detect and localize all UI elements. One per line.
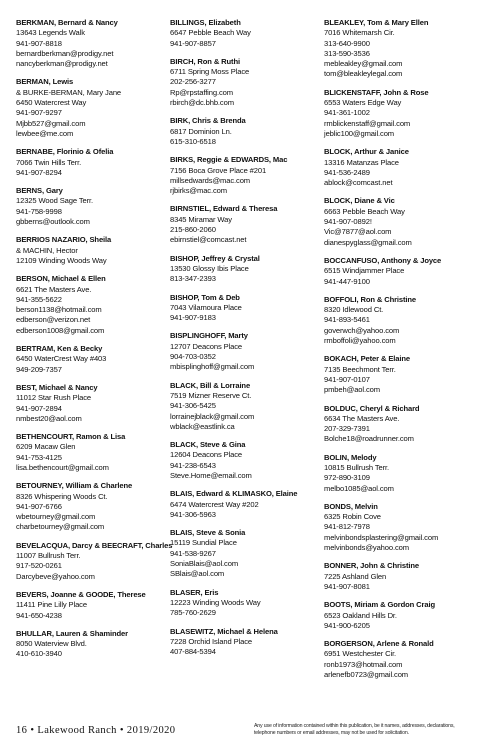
contact-line: 941-907-0892! [324, 217, 372, 227]
resident-name: BERSON, Michael & Ellen [16, 274, 106, 284]
directory-entry [16, 383, 162, 424]
contact-line: edberson@verizon.net [16, 315, 91, 325]
contact-line: 941-306-5425 [170, 401, 216, 411]
resident-name: BOLDUC, Cheryl & Richard [324, 403, 420, 413]
contact-line: 7043 Vilamoura Place [170, 302, 242, 312]
contact-line: 6523 Oakland Hills Dr. [324, 610, 397, 620]
contact-line: mebleakley@gmail.com [324, 59, 403, 69]
contact-line: 12223 Winding Woods Way [170, 597, 261, 607]
contact-line: 941-893-5461 [324, 315, 370, 325]
directory-entry [170, 57, 316, 108]
directory-column-1 [16, 18, 173, 688]
contact-line: 13643 Legends Walk [16, 28, 85, 38]
contact-line: 6951 Westchester Cir. [324, 649, 397, 659]
contact-line: 615-310-6518 [170, 136, 216, 146]
directory-entry [170, 293, 316, 324]
resident-name: BLASEWITZ, Michael & Helena [170, 626, 278, 636]
contact-line: Steve.Home@email.com [170, 470, 252, 480]
contact-line: mbisplinghoff@gmail.com [170, 362, 255, 372]
resident-name: BIRNSTIEL, Edward & Theresa [170, 204, 278, 214]
contact-line: ablock@comcast.net [324, 178, 393, 188]
contact-line: & MACHIN, Hector [16, 245, 78, 255]
contact-line: 7225 Ashland Glen [324, 571, 387, 581]
directory-page [16, 18, 471, 708]
directory-entry [324, 196, 470, 247]
contact-line: 202-256-3277 [170, 77, 216, 87]
contact-line: 941-238-6543 [170, 460, 216, 470]
contact-line: ronb1973@hotmail.com [324, 659, 403, 669]
contact-line: 785-760-2629 [170, 608, 216, 618]
contact-line: 941-907-9183 [170, 313, 216, 323]
contact-line: 11012 Star Rush Place [16, 393, 92, 403]
contact-line: pmbeh@aol.com [324, 385, 380, 395]
contact-line: 13530 Glossy Ibis Place [170, 263, 249, 273]
directory-entry [170, 440, 316, 481]
contact-line: 6450 Watercrest Way [16, 98, 87, 108]
directory-entry [170, 204, 316, 245]
contact-line: arlenefb0723@gmail.com [324, 670, 409, 680]
contact-line: dianespyglass@gmail.com [324, 237, 412, 247]
contact-line: 8050 Waterview Blvd. [16, 639, 87, 649]
contact-line: 941-812-7978 [324, 522, 370, 532]
contact-line: 941-907-2894 [16, 403, 62, 413]
contact-line: edberson1008@gmail.com [16, 325, 105, 335]
directory-entry [16, 274, 162, 336]
contact-line: 7016 Whitemarsh Cir. [324, 28, 395, 38]
contact-line: 904-703-0352 [170, 352, 216, 362]
contact-line: 6450 WaterCrest Way #403 [16, 354, 107, 364]
contact-line: 941-907-8294 [16, 167, 62, 177]
contact-line: wblack@eastlink.ca [170, 421, 235, 431]
resident-name: BISHOP, Tom & Deb [170, 292, 240, 302]
contact-line: 8326 Whispering Woods Ct. [16, 491, 108, 501]
contact-line: gbberns@outlook.com [16, 217, 90, 227]
contact-line: 941-907-8857 [170, 38, 216, 48]
directory-entry [170, 489, 316, 520]
directory-entry [324, 502, 470, 553]
solicitation-disclaimer: Any use of information contained within this publication, be it names, addresses, declarations, telephone numbers or email addresses, may not be used for solicitation. [254, 723, 455, 737]
contact-line: Mjbb527@gmail.com [16, 118, 86, 128]
directory-columns [16, 18, 471, 688]
contact-line: nancyberkman@prodigy.net [16, 59, 108, 69]
resident-name: BONDS, Melvin [324, 501, 378, 511]
contact-line: lisa.bethencourt@gmail.com [16, 462, 109, 472]
resident-name: BLICKENSTAFF, John & Rose [324, 87, 429, 97]
contact-line: Vic@7877@aol.com [324, 227, 392, 237]
resident-name: BHULLAR, Lauren & Shaminder [16, 628, 128, 638]
contact-line: 941-536-2489 [324, 167, 370, 177]
contact-line: Bolche18@roadrunner.com [324, 434, 414, 444]
resident-name: BIRKS, Reggie & EDWARDS, Mac [170, 155, 288, 165]
directory-entry [170, 116, 316, 147]
contact-line: melvinbondsplastering@gmail.com [324, 532, 439, 542]
contact-line: Darcybeve@yahoo.com [16, 571, 95, 581]
resident-name: BLACK, Steve & Gina [170, 440, 246, 450]
contact-line: 941-361-1002 [324, 108, 370, 118]
contact-line: 6474 Watercrest Way #202 [170, 499, 259, 509]
contact-line: 8320 Idlewood Ct. [324, 305, 384, 315]
contact-line: lorrainejblack@gmail.com [170, 411, 255, 421]
directory-entry [170, 155, 316, 196]
resident-name: BERNABE, Florinio & Ofelia [16, 147, 114, 157]
contact-line: 6647 Pebble Beach Way [170, 28, 251, 38]
resident-name: BOFFOLI, Ron & Christine [324, 294, 417, 304]
directory-column-2 [170, 18, 316, 688]
contact-line: 215-860-2060 [170, 225, 216, 235]
directory-entry [324, 147, 470, 188]
directory-entry [324, 88, 470, 139]
resident-name: BIRK, Chris & Brenda [170, 116, 246, 126]
directory-entry [324, 561, 470, 592]
contact-line: 917-520-0261 [16, 561, 62, 571]
resident-name: BLAIS, Steve & Sonia [170, 528, 246, 538]
directory-entry [324, 256, 470, 287]
contact-line: 12707 Deacons Place [170, 341, 243, 351]
directory-entry [170, 254, 316, 285]
contact-line: 12109 Winding Woods Way [16, 255, 107, 265]
resident-name: BOKACH, Peter & Elaine [324, 354, 410, 364]
contact-line: 7156 Boca Grove Place #201 [170, 165, 267, 175]
contact-line: ebirnstiel@comcast.net [170, 235, 247, 245]
directory-entry [16, 590, 162, 621]
directory-entry [324, 600, 470, 631]
directory-entry [324, 639, 470, 680]
contact-line: 7135 Beechmont Terr. [324, 364, 396, 374]
resident-name: BEST, Michael & Nancy [16, 382, 98, 392]
contact-line: 941-306-5963 [170, 509, 216, 519]
resident-name: BILLINGS, Elizabeth [170, 18, 241, 27]
resident-name: BEVERS, Joanne & GOODE, Therese [16, 589, 146, 599]
contact-line: 941-650-4238 [16, 610, 62, 620]
contact-line: rbirch@dc.bhb.com [170, 98, 234, 108]
contact-line: 6711 Spring Moss Place [170, 67, 250, 77]
directory-entry [16, 432, 162, 473]
contact-line: 207-329-7391 [324, 424, 370, 434]
directory-entry [324, 354, 470, 395]
directory-entry [16, 235, 162, 266]
directory-entry [170, 528, 316, 579]
contact-line: 407-884-5394 [170, 647, 216, 657]
resident-name: BORGERSON, Arlene & Ronald [324, 639, 434, 649]
contact-line: 8345 Miramar Way [170, 214, 232, 224]
contact-line: goverwch@yahoo.com [324, 325, 400, 335]
directory-column-3 [324, 18, 470, 688]
contact-line: Rp@rpstaffing.com [170, 87, 233, 97]
contact-line: 6817 Dominion Ln. [170, 126, 232, 136]
resident-name: BONNER, John & Christine [324, 561, 420, 571]
contact-line: 941-753-4125 [16, 452, 62, 462]
directory-entry [16, 540, 173, 582]
directory-entry [16, 186, 162, 227]
contact-line: 941-447-9100 [324, 276, 370, 286]
directory-entry [170, 18, 316, 49]
contact-line: rmboffoli@yahoo.com [324, 336, 396, 346]
directory-entry [324, 295, 470, 346]
contact-line: 941-907-0107 [324, 374, 370, 384]
contact-line: 6634 The Masters Ave. [324, 413, 400, 423]
directory-entry [170, 588, 316, 619]
contact-line: 7066 Twin Hills Terr. [16, 157, 82, 167]
directory-entry [170, 331, 316, 372]
contact-line: 941-907-9297 [16, 108, 62, 118]
resident-name: BERKMAN, Bernard & Nancy [16, 18, 118, 27]
resident-name: BERMAN, Lewis [16, 77, 74, 87]
contact-line: bernardberkman@prodigy.net [16, 48, 114, 58]
directory-entry [16, 344, 162, 375]
contact-line: 941-758-9998 [16, 206, 62, 216]
contact-line: 7228 Orchid Island Place [170, 636, 252, 646]
contact-line: nmbest20@aol.com [16, 413, 82, 423]
resident-name: BERNS, Gary [16, 186, 63, 196]
contact-line: 12325 Wood Sage Terr. [16, 196, 93, 206]
resident-name: BETOURNEY, William & Charlene [16, 481, 133, 491]
contact-line: 972-890-3109 [324, 473, 370, 483]
contact-line: melbo1085@aol.com [324, 483, 394, 493]
directory-entry [16, 481, 162, 532]
resident-name: BLAIS, Edward & KLIMASKO, Elaine [170, 489, 298, 499]
resident-name: BLOCK, Arthur & Janice [324, 147, 409, 157]
contact-line: & BURKE-BERMAN, Mary Jane [16, 87, 122, 97]
contact-line: 941-355-5622 [16, 294, 62, 304]
page-folio: 16 • Lakewood Ranch • 2019/2020 [16, 725, 176, 736]
resident-name: BERTRAM, Ken & Becky [16, 344, 103, 354]
contact-line: 11007 Bullrush Terr. [16, 551, 81, 561]
contact-line: 13316 Matanzas Place [324, 157, 399, 167]
contact-line: rmblickenstaff@gmail.com [324, 118, 411, 128]
contact-line: 15119 Sundial Place [170, 538, 237, 548]
contact-line: 313-640-9900 [324, 38, 370, 48]
resident-name: BOCCANFUSO, Anthony & Joyce [324, 255, 442, 265]
contact-line: melvinbonds@yahoo.com [324, 543, 409, 553]
contact-line: 6325 Robin Cove [324, 512, 381, 522]
resident-name: BOLIN, Melody [324, 452, 377, 462]
contact-line: 12604 Deacons Place [170, 450, 243, 460]
directory-entry [16, 18, 162, 69]
resident-name: BLACK, Bill & Lorraine [170, 380, 251, 390]
resident-name: BLOCK, Diane & Vic [324, 196, 395, 206]
contact-line: lewbee@me.com [16, 128, 74, 138]
directory-entry [324, 453, 470, 494]
contact-line: 410-610-3940 [16, 649, 62, 659]
contact-line: 6553 Waters Edge Way [324, 98, 402, 108]
resident-name: BERRIOS NAZARIO, Sheila [16, 235, 112, 245]
contact-line: millsedwards@mac.com [170, 175, 250, 185]
page-footer [16, 723, 476, 743]
contact-line: 7519 Mizner Reserve Ct. [170, 390, 252, 400]
contact-line: 941-907-8081 [324, 581, 370, 591]
directory-entry [16, 147, 162, 178]
contact-line: jeblic100@gmail.com [324, 128, 395, 138]
contact-line: SoniaBlais@aol.com [170, 559, 239, 569]
resident-name: BISHOP, Jeffrey & Crystal [170, 253, 260, 263]
resident-name: BLEAKLEY, Tom & Mary Ellen [324, 18, 429, 27]
directory-entry [170, 381, 316, 432]
contact-line: tom@bleakleylegal.com [324, 69, 403, 79]
contact-line: rjbirks@mac.com [170, 186, 227, 196]
contact-line: berson1138@hotmail.com [16, 305, 102, 315]
contact-line: 6209 Macaw Glen [16, 442, 76, 452]
contact-line: wbetourney@gmail.com [16, 512, 96, 522]
contact-line: charbetourney@gmail.com [16, 522, 105, 532]
contact-line: 941-538-9267 [170, 548, 216, 558]
directory-entry [324, 18, 470, 80]
contact-line: 6663 Pebble Beach Way [324, 206, 405, 216]
contact-line: 941-900-6205 [324, 620, 370, 630]
contact-line: 6515 Windjammer Place [324, 266, 405, 276]
resident-name: BIRCH, Ron & Ruthi [170, 56, 240, 66]
directory-entry [324, 404, 470, 445]
directory-entry [16, 77, 162, 139]
directory-entry [16, 629, 162, 660]
resident-name: BOOTS, Miriam & Gordon Craig [324, 600, 435, 610]
resident-name: BETHENCOURT, Ramon & Lisa [16, 432, 126, 442]
contact-line: 941-907-8818 [16, 38, 62, 48]
resident-name: BEVELACQUA, Darcy & BEECRAFT, Charles [16, 540, 173, 550]
contact-line: 941-907-6766 [16, 501, 62, 511]
contact-line: 11411 Pine Lilly Place [16, 600, 87, 610]
contact-line: 813-347-2393 [170, 274, 216, 284]
resident-name: BLASER, Eris [170, 587, 219, 597]
contact-line: 313-590-3536 [324, 48, 370, 58]
resident-name: BISPLINGHOFF, Marty [170, 331, 248, 341]
directory-entry [170, 627, 316, 658]
contact-line: 6621 The Masters Ave. [16, 284, 92, 294]
contact-line: 10815 Bullrush Terr. [324, 462, 390, 472]
contact-line: SBlais@aol.com [170, 569, 225, 579]
contact-line: 949-209-7357 [16, 364, 62, 374]
